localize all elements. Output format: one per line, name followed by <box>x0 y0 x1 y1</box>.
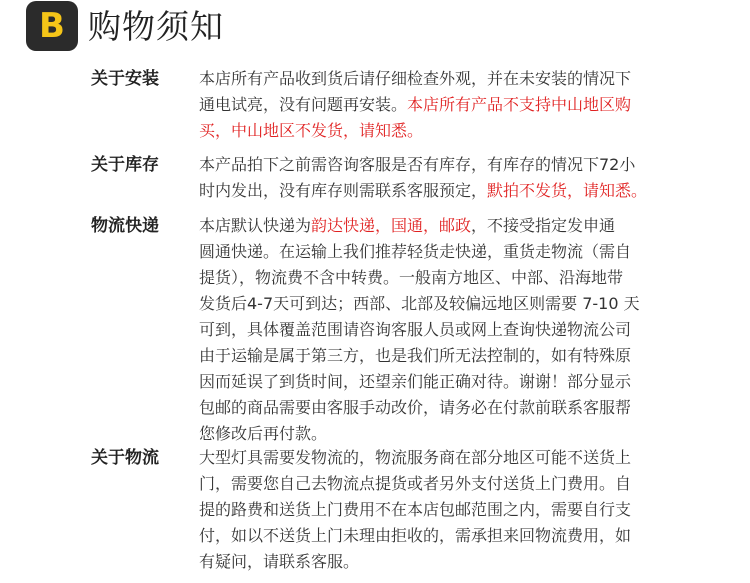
header <box>26 0 224 52</box>
text-line <box>199 213 699 239</box>
text-line <box>199 178 699 204</box>
text-line <box>199 421 699 447</box>
body-text: 提货），物流费不含中转费。一般南方地区、中部、沿海地带 <box>199 268 624 287</box>
body-text: 大型灯具需要发物流的，物流服务商在部分地区可能不送货上 <box>199 448 632 467</box>
body-text: 由于运输是属于第三方，也是我们所无法控制的，如有特殊原 <box>199 346 632 365</box>
body-text: 本店默认快递为 <box>199 216 312 235</box>
body-text: 门，需要您自己去物流点提货或者另外支付送货上门费用。自 <box>199 474 632 493</box>
badge-letter: B <box>39 6 65 46</box>
body-text: ，不接受指定发申通 <box>471 216 616 235</box>
text-line <box>199 445 699 471</box>
page-title: 购物须知 <box>88 6 224 46</box>
text-line <box>199 395 699 421</box>
body-text: 付，如以不送货上门未理由拒收的，需承担来回物流费用，如 <box>199 526 632 545</box>
text-line <box>199 152 699 178</box>
body-text: 包邮的商品需要由客服手动改价，请务必在付款前联系客服帮 <box>199 398 632 417</box>
section-express <box>91 213 699 447</box>
text-line <box>199 317 699 343</box>
highlight-text: 买，中山地区不发货，请知悉。 <box>199 121 424 140</box>
section-label: 关于库存 <box>91 155 159 175</box>
section-badge <box>26 1 78 51</box>
highlight-text: 默拍不发货，请知悉。 <box>487 181 648 200</box>
body-text: 时内发出，没有库存则需联系客服预定， <box>199 181 488 200</box>
text-line <box>199 239 699 265</box>
body-text: 本店所有产品收到货后请仔细检查外观，并在未安装的情况下 <box>199 69 632 88</box>
text-line <box>199 92 699 118</box>
highlight-text: 本店所有产品不支持中山地区购 <box>407 95 632 114</box>
body-text: 有疑问，请联系客服。 <box>199 552 360 571</box>
section-body <box>199 213 699 447</box>
text-line <box>199 471 699 497</box>
text-line <box>199 343 699 369</box>
body-text: 可到，具体覆盖范围请咨询客服人员或网上查询快递物流公司 <box>199 320 632 339</box>
section-label: 关于安装 <box>91 69 159 89</box>
section-body <box>199 445 699 575</box>
body-text: 因而延误了到货时间，还望亲们能正确对待。谢谢！部分显示 <box>199 372 632 391</box>
text-line <box>199 66 699 92</box>
section-label: 物流快递 <box>91 216 159 236</box>
text-line <box>199 497 699 523</box>
body-text: 提的路费和送货上门费用不在本店包邮范围之内，需要自行支 <box>199 500 632 519</box>
body-text: 您修改后再付款。 <box>199 424 328 443</box>
body-text: 发货后4-7天可到达；西部、北部及较偏远地区则需要 7-10 天 <box>199 294 640 313</box>
text-line <box>199 291 699 317</box>
text-line <box>199 549 699 575</box>
section-label: 关于物流 <box>91 448 159 468</box>
body-text: 本产品拍下之前需咨询客服是否有库存，有库存的情况下72小 <box>199 155 636 174</box>
body-text: 通电试亮，没有问题再安装。 <box>199 95 408 114</box>
section-body <box>199 152 699 204</box>
text-line <box>199 118 699 144</box>
text-line <box>199 265 699 291</box>
highlight-text: 韵达快递，国通，邮政 <box>311 216 472 235</box>
text-line <box>199 523 699 549</box>
section-body <box>199 66 699 144</box>
section-stock <box>91 152 699 204</box>
section-logistics <box>91 445 699 575</box>
text-line <box>199 369 699 395</box>
section-install <box>91 66 699 144</box>
body-text: 圆通快递。在运输上我们推荐轻货走快递，重货走物流（需自 <box>199 242 632 261</box>
